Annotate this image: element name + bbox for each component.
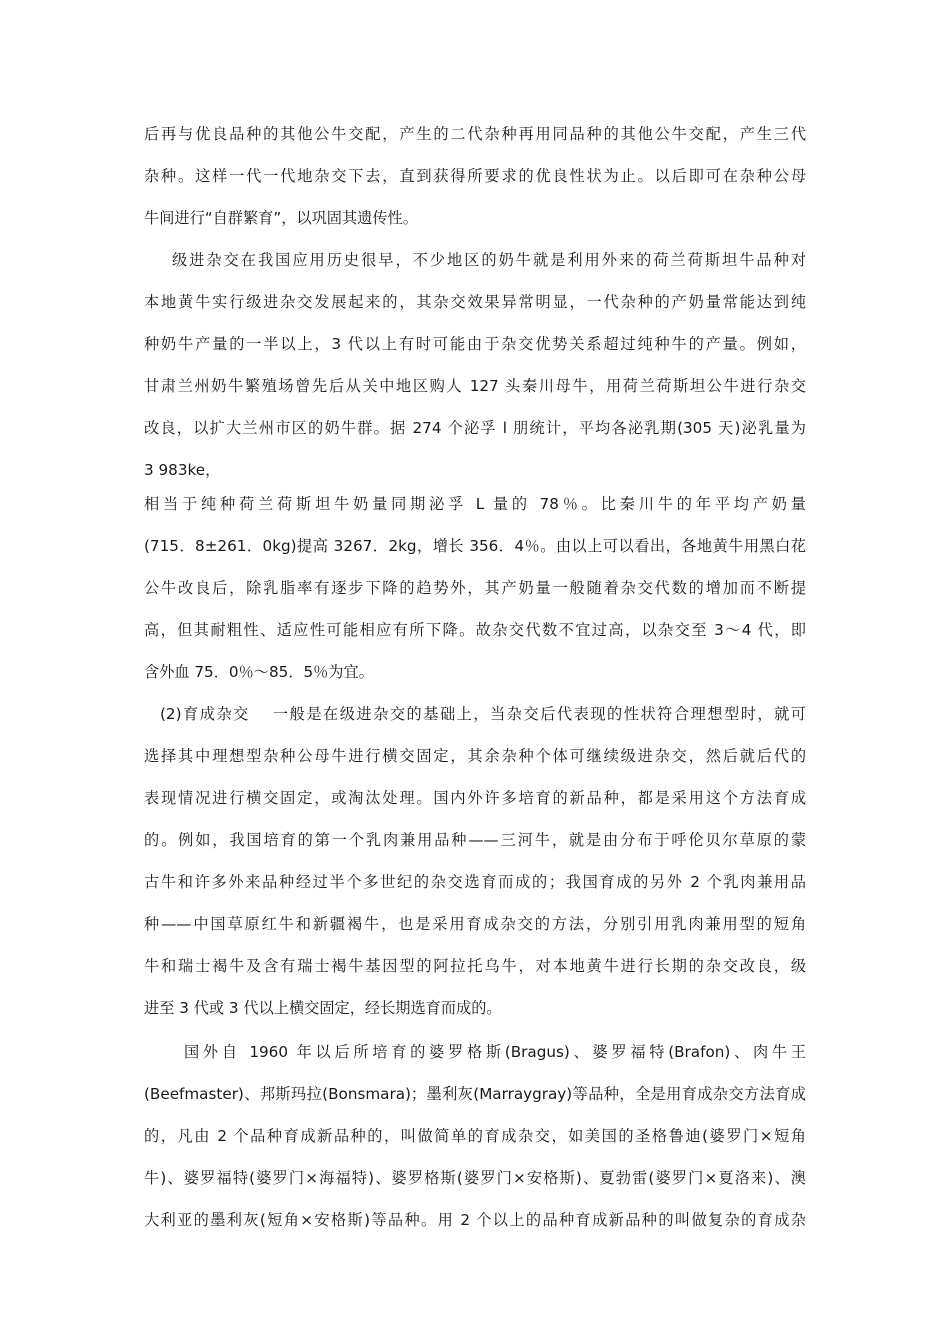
section-heading-line: (2)育成杂交 一般是在级进杂交的基础上，当杂交后代表现的性状符合理想型时，就可 xyxy=(160,705,806,723)
text-line: 的，凡由 2 个品种育成新品种的，叫做简单的育成杂交，如美国的圣格鲁迪(婆罗门×短角 xyxy=(144,1127,806,1145)
text-line: 改良，以扩大兰州市区的奶牛群。据 274 个泌孚 l 朋统计，平均各泌乳期(305 天)泌乳量为 xyxy=(144,419,806,437)
text-line: 牛和瑞士褐牛及含有瑞士褐牛基因型的阿拉托乌牛，对本地黄牛进行长期的杂交改良，级 xyxy=(144,957,806,975)
paragraph-first-line: 国外自 1960 年以后所培育的婆罗格斯(Bragus)、婆罗福特(Brafon)、肉牛王 xyxy=(184,1043,806,1061)
text-line: 大利亚的墨利灰(短角×安格斯)等品种。用 2 个以上的品种育成新品种的叫做复杂的育成杂 xyxy=(144,1211,806,1229)
text-line: 公牛改良后，除乳脂率有逐步下降的趋势外，其产奶量一般随着杂交代数的增加而不断提 xyxy=(144,579,806,597)
text-line: 高，但其耐粗性、适应性可能相应有所下降。故杂交代数不宜过高，以杂交至 3～4 代，即 xyxy=(144,621,806,639)
text-line: 含外血 75．0％～85．5％为宜。 xyxy=(144,663,374,681)
text-line: (Beefmaster)、邦斯玛拉(Bonsmara)；墨利灰(Marraygray)等品种，全是用育成杂交方法育成 xyxy=(144,1085,806,1103)
text-line: 本地黄牛实行级进杂交发展起来的，其杂交效果异常明显，一代杂种的产奶量常能达到纯 xyxy=(144,293,806,311)
text-line: 杂种。这样一代一代地杂交下去，直到获得所要求的优良性状为止。以后即可在杂种公母 xyxy=(144,167,806,185)
text-line: 表现情况进行横交固定，或淘汰处理。国内外许多培育的新品种，都是采用这个方法育成 xyxy=(144,789,806,807)
text-line: 牛间进行“自群繁育”，以巩固其遗传性。 xyxy=(144,209,418,227)
text-line: 的。例如，我国培育的第一个乳肉兼用品种——三河牛，就是由分布于呼伦贝尔草原的蒙 xyxy=(144,831,806,849)
text-line: 后再与优良品种的其他公牛交配，产生的二代杂种再用同品种的其他公牛交配，产生三代 xyxy=(144,125,806,143)
text-line: 种奶牛产量的一半以上，3 代以上有时可能由于杂交优势关系超过纯种牛的产量。例如， xyxy=(144,335,806,353)
text-line: 3 983ke， xyxy=(144,461,221,479)
text-line: (715．8±261．0kg)提高 3267．2kg，增长 356．4％。由以上可以看出，各地黄牛用黑白花 xyxy=(144,537,806,555)
text-line: 相当于纯种荷兰荷斯坦牛奶量同期泌孚 L 量的 78％。比秦川牛的年平均产奶量 xyxy=(144,495,806,513)
text-line: 古牛和许多外来品种经过半个多世纪的杂交选育而成的；我国育成的另外 2 个乳肉兼用品 xyxy=(144,873,806,891)
text-line: 种——中国草原红牛和新疆褐牛，也是采用育成杂交的方法，分别引用乳肉兼用型的短角 xyxy=(144,915,806,933)
text-line: 牛)、婆罗福特(婆罗门×海福特)、婆罗格斯(婆罗门×安格斯)、夏勃雷(婆罗门×夏洛来)、澳 xyxy=(144,1169,806,1187)
text-line: 进至 3 代或 3 代以上横交固定，经长期选育而成的。 xyxy=(144,999,502,1017)
paragraph-first-line: 级进杂交在我国应用历史很早，不少地区的奶牛就是利用外来的荷兰荷斯坦牛品种对 xyxy=(172,251,806,269)
text-line: 选择其中理想型杂种公母牛进行横交固定，其余杂种个体可继续级进杂交，然后就后代的 xyxy=(144,747,806,765)
text-line: 甘肃兰州奶牛繁殖场曾先后从关中地区购人 127 头秦川母牛，用荷兰荷斯坦公牛进行杂交 xyxy=(144,377,806,395)
